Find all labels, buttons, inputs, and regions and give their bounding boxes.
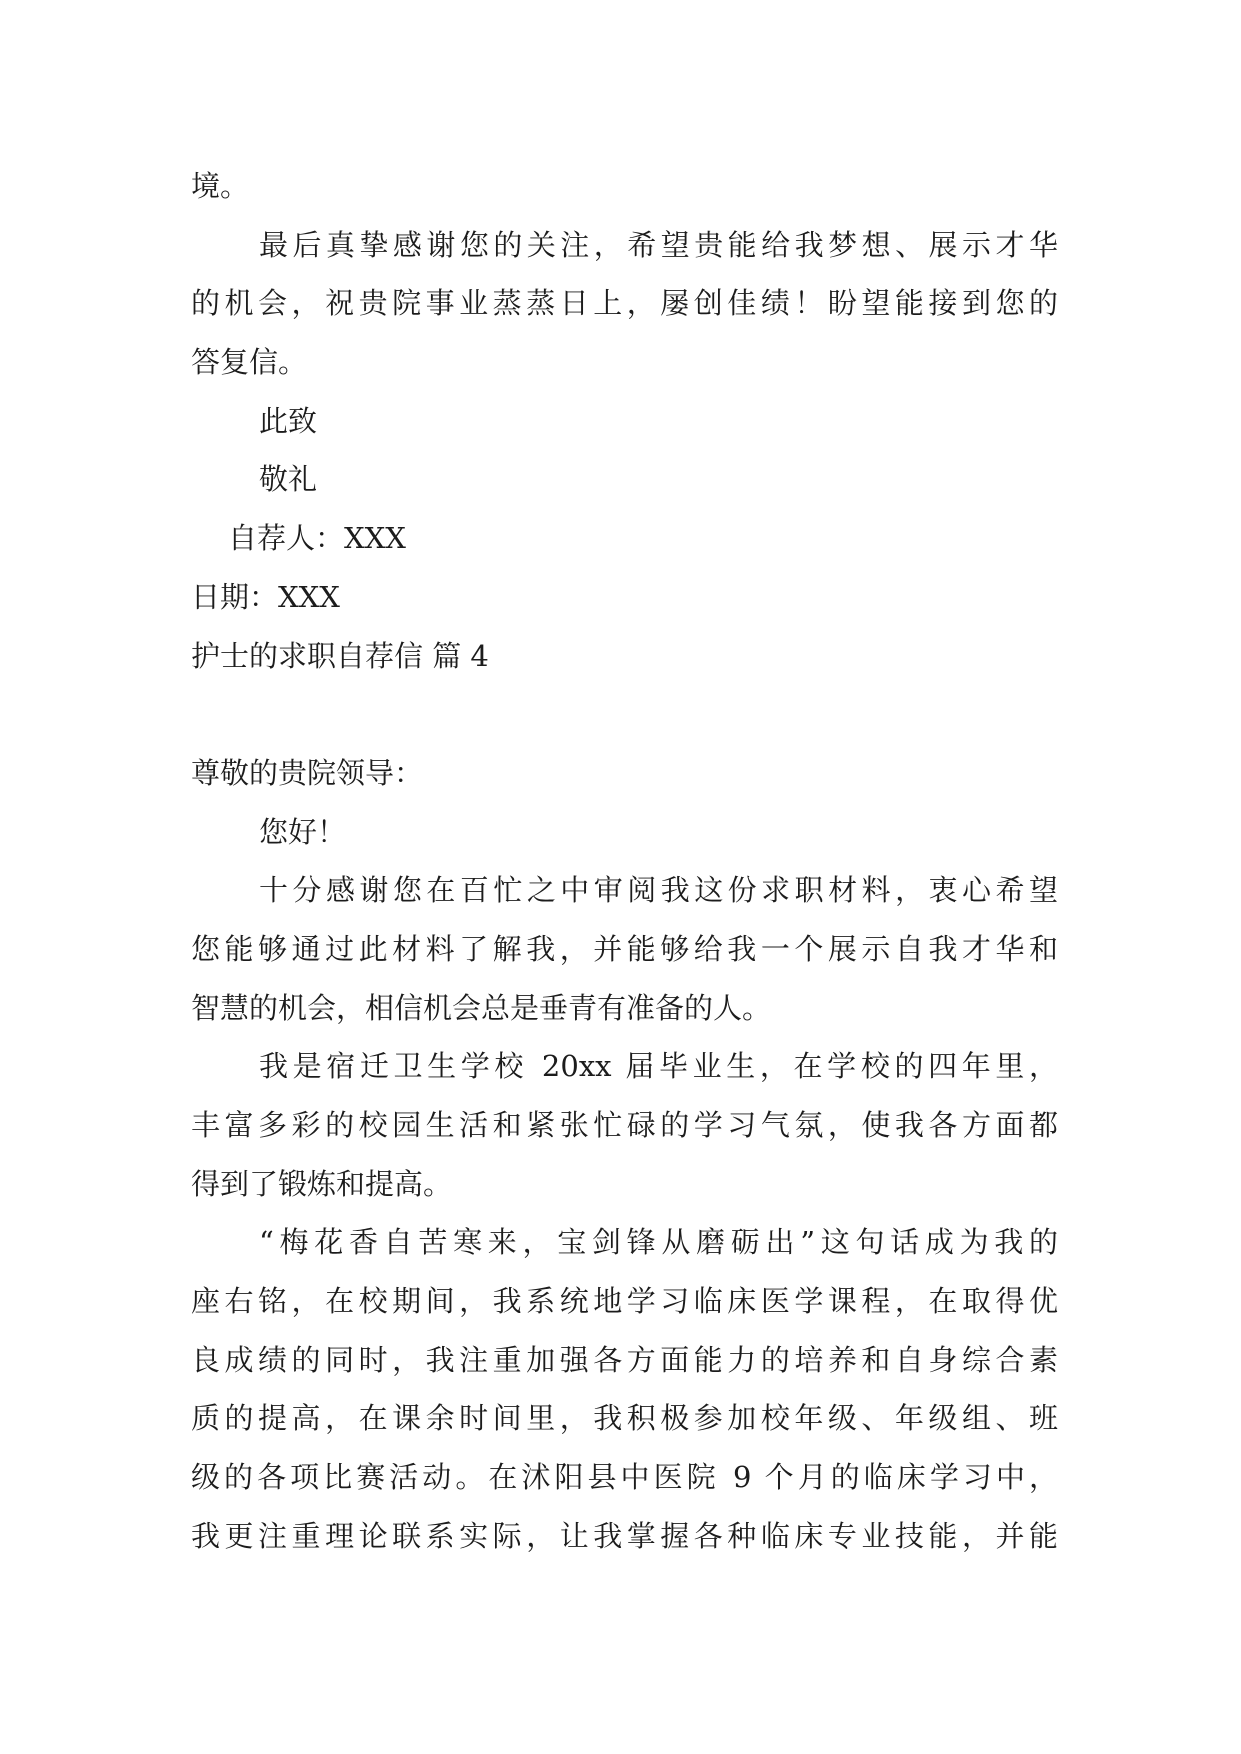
section-heading: 护士的求职自荐信 篇 4 [191,638,489,673]
signature-name: 自荐人：XXX [228,521,406,556]
closing-phrase: 此致 [259,403,318,438]
body-paragraph-line: 您能够通过此材料了解我，并能够给我一个展示自我才华和 [191,931,1058,966]
body-paragraph-line: 丰富多彩的校园生活和紧张忙碌的学习气氛，使我各方面都 [191,1108,1058,1142]
body-paragraph-line: 级的各项比赛活动。在沭阳县中医院 9 个月的临床学习中， [191,1460,1058,1495]
body-paragraph-line: 我更注重理论联系实际，让我掌握各种临床专业技能，并能 [191,1518,1058,1553]
closing-paragraph-line: 的机会，祝贵院事业蒸蒸日上，屡创佳绩！盼望能接到您的 [191,286,1058,321]
document-body [191,157,1058,1566]
closing-paragraph-line: 答复信。 [191,345,308,380]
body-paragraph-line: 十分感谢您在百忙之中审阅我这份求职材料，衷心希望 [259,873,1058,908]
signature-date: 日期：XXX [191,579,340,614]
blank-line [191,685,1058,744]
body-paragraph-line: 得到了锻炼和提高。 [191,1166,453,1201]
closing-paragraph-line: 最后真挚感谢您的关注，希望贵能给我梦想、展示才华 [259,227,1058,262]
body-paragraph-line: 座右铭，在校期间，我系统地学习临床医学课程，在取得优 [191,1284,1058,1319]
body-paragraph-line: 良成绩的同时，我注重加强各方面能力的培养和自身综合素 [191,1342,1058,1377]
paragraph-tail-line: 境。 [191,169,250,203]
body-paragraph-line: 质的提高，在课余时间里，我积极参加校年级、年级组、班 [191,1401,1058,1436]
recipient-salutation: 尊敬的贵院领导： [191,755,424,790]
body-paragraph-line: 智慧的机会，相信机会总是垂青有准备的人。 [191,990,772,1025]
body-paragraph-line: “梅花香自苦寒来，宝剑锋从磨砺出”这句话成为我的 [259,1225,1058,1260]
closing-salute: 敬礼 [259,462,318,497]
greeting: 您好！ [259,814,347,849]
body-paragraph-line: 我是宿迁卫生学校 20xx 届毕业生，在学校的四年里， [259,1049,1058,1084]
